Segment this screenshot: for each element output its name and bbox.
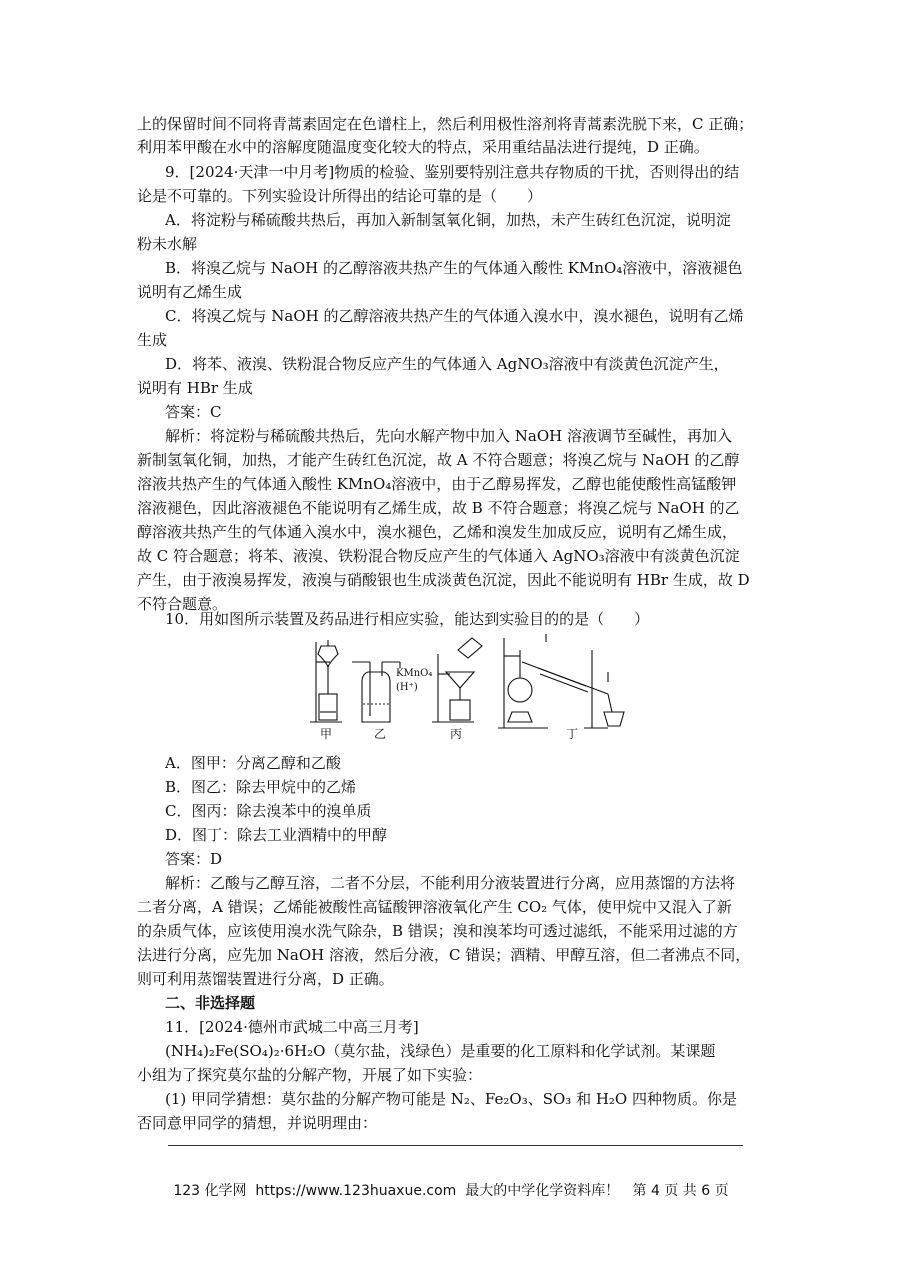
text-line: 生成 <box>137 331 168 349</box>
text-line: 二、非选择题 <box>165 994 256 1012</box>
figure-label: 丁 <box>566 727 579 740</box>
figure-label: 乙 <box>374 727 387 740</box>
text-line: 答案：D <box>165 850 223 868</box>
text-line: 不符合题意。 <box>137 595 228 613</box>
text-line: 的杂质气体，应该使用溴水洗气除杂，B 错误；溴和溴苯均可透过滤纸，不能采用过滤的方 <box>137 922 738 940</box>
figure-label: 甲 <box>320 727 333 740</box>
svg-text:(H⁺): (H⁺) <box>396 682 418 693</box>
text-line: 粉未水解 <box>137 235 198 253</box>
text-line: 则可利用蒸馏装置进行分离，D 正确。 <box>137 970 394 988</box>
text-line: 小组为了探究莫尔盐的分解产物，开展了如下实验： <box>137 1066 483 1084</box>
footer-divider <box>168 1145 743 1146</box>
text-line: 说明有乙烯生成 <box>137 283 243 301</box>
apparatus-washing-bottle <box>352 662 400 722</box>
text-line: A．图甲：分离乙醇和乙酸 <box>165 754 341 772</box>
text-line: 11．[2024·德州市武城二中高三月考] <box>165 1018 419 1036</box>
text-line: 溶液共热产生的气体通入酸性 KMnO₄溶液中，由于乙醇易挥发，乙醇也能使酸性高锰酸钾 <box>137 475 737 493</box>
text-line: B．图乙：除去甲烷中的乙烯 <box>165 778 357 796</box>
text-line: 法进行分离，应先加 NaOH 溶液，然后分液，C 错误；酒精、甲醇互溶，但二者沸点不同， <box>137 946 751 964</box>
text-line: 产生，由于液溴易挥发，液溴与硝酸银也生成淡黄色沉淀，因此不能说明有 HBr 生成，故 D <box>137 571 750 589</box>
text-line: 答案：C <box>165 403 222 421</box>
text-line: 解析：乙酸与乙醇互溶，二者不分层，不能利用分液装置进行分离，应用蒸馏的方法将 <box>165 874 736 892</box>
page-footer: 123 化学网 https://www.123huaxue.com 最大的中学化学资料库！ 第 4 页 共 6 页 <box>173 1183 729 1199</box>
text-line: 说明有 HBr 生成 <box>137 379 253 397</box>
text-line: 9．[2024·天津一中月考]物质的检验、鉴别要特别注意共存物质的干扰，否则得出的结 <box>165 163 740 181</box>
text-line: D．图丁：除去工业酒精中的甲醇 <box>165 826 388 844</box>
text-line: (1) 甲同学猜想：莫尔盐的分解产物可能是 N₂、Fe₂O₃、SO₃ 和 H₂O 四种物质。你是 <box>165 1090 737 1108</box>
apparatus-filtration <box>432 638 482 722</box>
text-line: 论是不可靠的。下列实验设计所得出的结论可靠的是（ ） <box>137 187 543 205</box>
text-line: 故 C 符合题意；将苯、液溴、铁粉混合物反应产生的气体通入 AgNO₃溶液中有淡黄色沉淀 <box>137 547 740 565</box>
text-line: 新制氢氧化铜，加热，才能产生砖红色沉淀，故 A 不符合题意；将溴乙烷与 NaOH 的乙醇 <box>137 451 740 469</box>
text-line: C．图丙：除去溴苯中的溴单质 <box>165 802 372 820</box>
text-line: 上的保留时间不同将青蒿素固定在色谱柱上，然后利用极性溶剂将青蒿素洗脱下来，C 正确； <box>137 115 754 133</box>
text-line: 利用苯甲酸在水中的溶解度随温度变化较大的特点，采用重结晶法进行提纯，D 正确。 <box>137 138 709 156</box>
text-line: 二者分离，A 错误；乙烯能被酸性高锰酸钾溶液氧化产生 CO₂ 气体，使甲烷中又混入了新 <box>137 898 732 916</box>
apparatus-figure <box>308 632 638 740</box>
text-line: D．将苯、液溴、铁粉混合物反应产生的气体通入 AgNO₃溶液中有淡黄色沉淀产生， <box>165 355 729 373</box>
text-line: 否同意甲同学的猜想，并说明理由： <box>137 1114 378 1132</box>
apparatus-separatory-funnel <box>310 640 342 722</box>
text-line: 10．用如图所示装置及药品进行相应实验，能达到实验目的的是（ ） <box>165 610 650 628</box>
text-line: 解析：将淀粉与稀硫酸共热后，先向水解产物中加入 NaOH 溶液调节至碱性，再加入 <box>165 427 732 445</box>
apparatus-distillation <box>498 634 624 728</box>
text-line: A．将淀粉与稀硫酸共热后，再加入新制氢氧化铜，加热，未产生砖红色沉淀，说明淀 <box>165 211 731 229</box>
text-line: (NH₄)₂Fe(SO₄)₂·6H₂O（莫尔盐，浅绿色）是重要的化工原料和化学试剂。某课题 <box>165 1042 716 1060</box>
figure-label: 丙 <box>450 727 463 740</box>
text-line: B．将溴乙烷与 NaOH 的乙醇溶液共热产生的气体通入酸性 KMnO₄溶液中，溶液褪色 <box>165 259 743 277</box>
text-line: 溶液褪色，因此溶液褪色不能说明有乙烯生成，故 B 不符合题意；将溴乙烷与 NaOH 的乙 <box>137 499 740 517</box>
text-line: 醇溶液共热产生的气体通入溴水中，溴水褪色，乙烯和溴发生加成反应，说明有乙烯生成， <box>137 523 738 541</box>
svg-text:KMnO₄: KMnO₄ <box>396 668 433 679</box>
text-line: C．将溴乙烷与 NaOH 的乙醇溶液共热产生的气体通入溴水中，溴水褪色，说明有乙烯 <box>165 307 744 325</box>
